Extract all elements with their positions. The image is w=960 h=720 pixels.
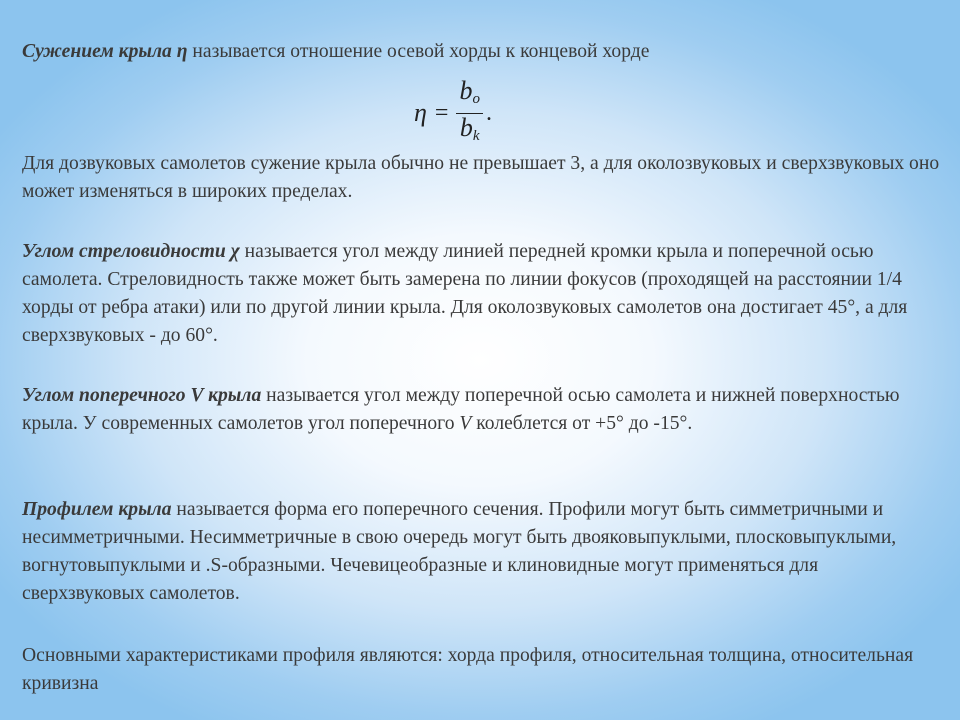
- numerator-base: b: [459, 75, 473, 105]
- paragraph-text: называется угол между поперечной осью самолета и нижней поверхностью крыла. У современных самолетов угол поперечного: [22, 385, 900, 434]
- formula-fraction: [456, 77, 483, 150]
- formula-denominator: [457, 114, 483, 150]
- term-wing-taper: Сужением крыла: [22, 41, 172, 62]
- paragraph-text-end: колеблется от +5° до -15°.: [471, 413, 693, 434]
- paragraph-wing-profile: [22, 496, 942, 608]
- symbol-v: V: [459, 413, 472, 434]
- term-wing-profile: Профилем крыла: [22, 499, 172, 520]
- symbol-eta: η: [176, 41, 188, 62]
- paragraph-text: называется отношение осевой хорды к концевой хорде: [187, 41, 650, 62]
- formula-numerator: [456, 77, 483, 113]
- term-dihedral-angle: Углом поперечного V крыла: [22, 385, 262, 406]
- paragraph-dihedral-angle: [22, 382, 942, 438]
- denominator-base: b: [459, 112, 473, 142]
- paragraph-text: называется форма его поперечного сечения. Профили могут быть симметричными и несимметричными. Несимметричные в свою очередь могут быть двояковыпуклыми, плосковыпуклыми, вогнутовыпуклыми и .S-образными. Чечевицеобразные и клиновидные могут применяться для сверхзвуковых самолетов.: [22, 499, 897, 604]
- symbol-chi: χ: [230, 241, 240, 262]
- taper-formula: [414, 75, 492, 148]
- paragraph-text: называется угол между линией передней кромки крыла и поперечной осью самолета. Стреловидность также может быть замерена по линии фокусов (проходящей на расстоянии 1/4 хорды от ребра атаки) или по другой линии крыла. Для околозвуковых самолетов она достигает 45°, а для сверхзвуковых - до 60°.: [22, 241, 908, 346]
- paragraph-subsonic-taper: Для дозвуковых самолетов сужение крыла обычно не превышает 3, а для околозвуковых и сверхзвуковых оно может изменяться в широких пределах.: [22, 153, 940, 202]
- formula-period: .: [485, 99, 492, 126]
- term-sweep-angle: Углом стреловидности: [22, 241, 226, 262]
- numerator-subscript: o: [472, 90, 480, 107]
- paragraph-profile-characteristics: Основными характеристиками профиля являются: хорда профиля, относительная толщина, относительная кривизна: [22, 645, 914, 694]
- paragraph-sweep-angle: [22, 238, 942, 350]
- formula-equals: =: [434, 99, 449, 126]
- formula-lhs: η: [414, 98, 427, 127]
- paragraph-wing-taper: [22, 38, 942, 66]
- denominator-subscript: k: [472, 127, 480, 144]
